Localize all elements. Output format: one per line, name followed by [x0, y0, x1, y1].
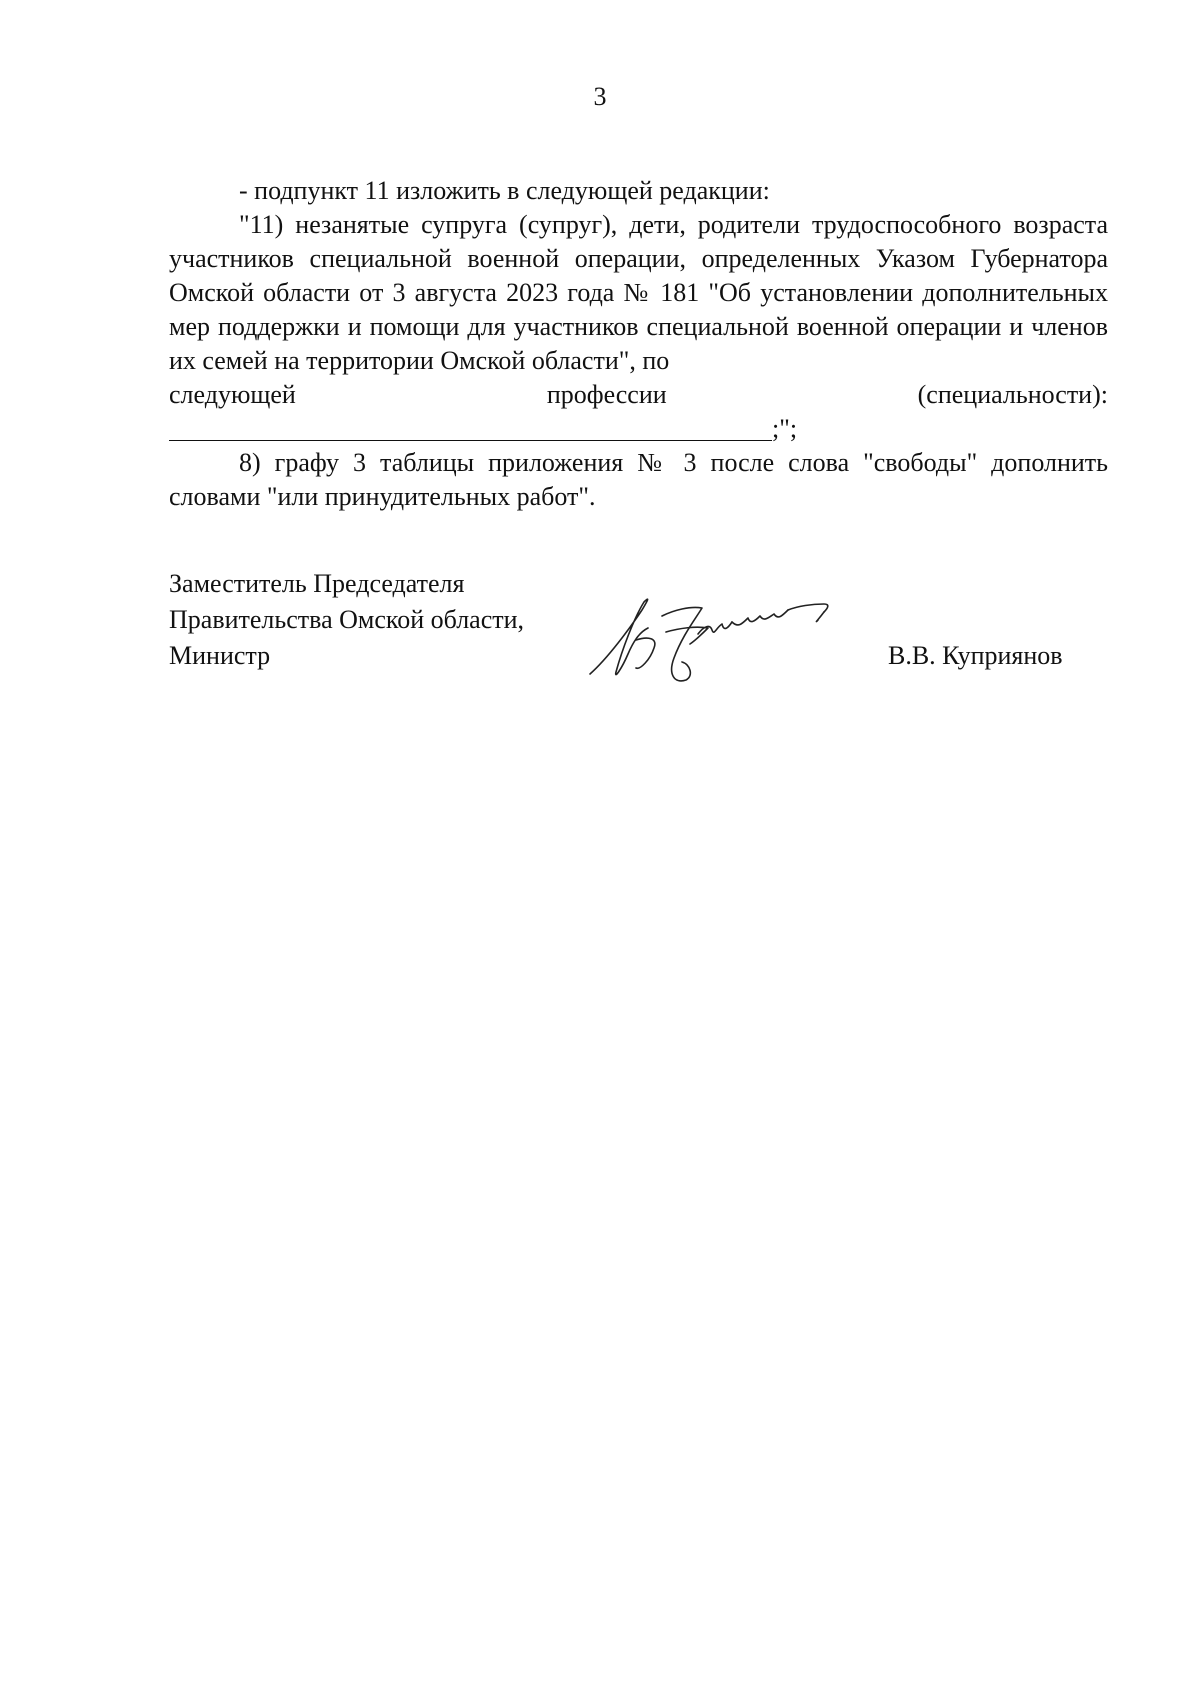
signatory-title-line-1: Заместитель Председателя [169, 569, 465, 598]
blank-fill-line [169, 412, 1108, 446]
quoted-text: "11) незанятые супруга (супруг), дети, родители трудоспособного возраста участников специальной военной операции, определенных Указом Губернатора Омской области от 3 августа 2023 года № 181 "Об установлении дополнительных мер поддержки и помощи для участников специальной военной операции и членов их семей на территории Омской области", по [169, 210, 1108, 375]
paragraph-item-intro: - подпункт 11 изложить в следующей редакции: [239, 176, 770, 205]
signatory-name: В.В. Куприянов [888, 641, 1063, 670]
blank-underline [169, 414, 772, 441]
paragraph-item-8: 8) графу 3 таблицы приложения № 3 после слова "свободы" дополнить словами "или принудительных работ". [169, 448, 1108, 511]
spread-word-3: (специальности): [917, 380, 1108, 409]
blank-tail: ;"; [772, 414, 798, 443]
paragraph-quoted-text [169, 208, 1108, 378]
document-body [169, 174, 1108, 514]
spread-line [169, 378, 1108, 412]
spread-word-2: профессии [546, 380, 667, 409]
spread-word-1: следующей [169, 380, 296, 409]
page-number: 3 [593, 82, 607, 111]
handwritten-signature-icon [578, 588, 868, 688]
signatory-title-line-3: Министр [169, 641, 271, 670]
signatory-title-line-2: Правительства Омской области, [169, 605, 525, 634]
